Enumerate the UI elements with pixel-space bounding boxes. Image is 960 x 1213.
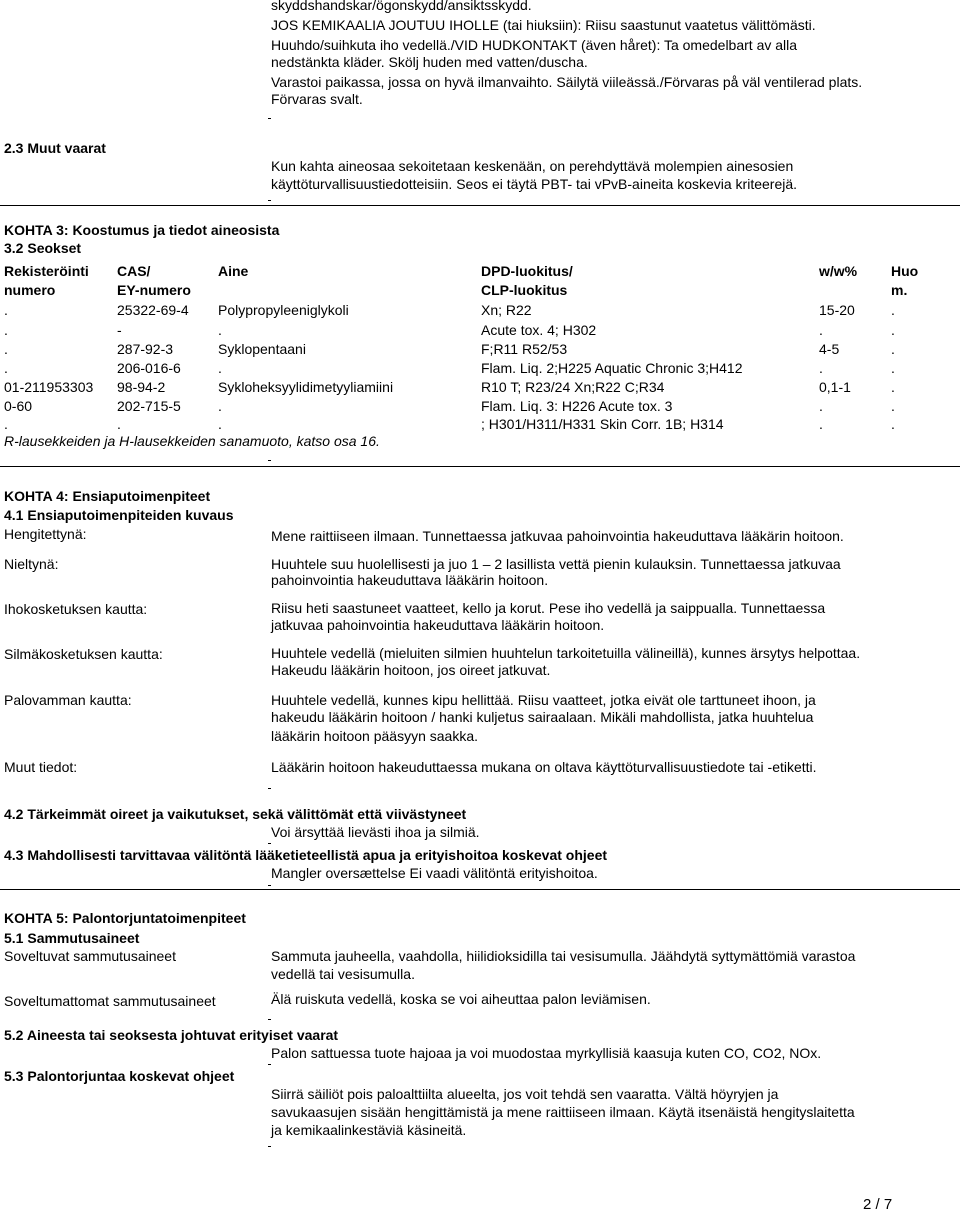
table-cell-reg: 01-211953303: [4, 379, 94, 395]
separator-tick: [268, 118, 271, 119]
table-cell-reg: .: [4, 416, 8, 432]
top-line-3: Huuhdo/suihkuta iho vedellä./VID HUDKONTAKT (även håret): Ta omedelbart av alla: [271, 37, 798, 53]
section-3-title: KOHTA 3: Koostumus ja tiedot aineosista: [4, 222, 280, 238]
table-cell-cas: 202-715-5: [117, 398, 181, 414]
table-cell-cas: -: [117, 322, 122, 338]
section-5-2-heading: 5.2 Aineesta tai seoksesta johtuvat erityiset vaarat: [4, 1027, 339, 1043]
table-cell-dpd: Xn; R22: [481, 302, 532, 318]
table-cell-huo: .: [891, 360, 895, 376]
table-cell-dpd: Flam. Liq. 3: H226 Acute tox. 3: [481, 398, 673, 414]
col-header-aine: Aine: [218, 263, 249, 279]
col-header-huo-2: m.: [891, 282, 908, 298]
first-aid-text: pahoinvointia hakeuduttava lääkärin hoitoon.: [271, 572, 549, 588]
first-aid-text: lääkärin hoitoon pääsyyn saakka.: [271, 728, 479, 744]
table-cell-ww: 0,1-1: [819, 379, 851, 395]
table-cell-dpd: ; H301/H311/H331 Skin Corr. 1B; H314: [481, 416, 724, 432]
first-aid-text: Mene raittiiseen ilmaan. Tunnettaessa jatkuvaa pahoinvointia hakeuduttava lääkärin hoitoon.: [271, 528, 844, 544]
col-header-ww: w/w%: [819, 263, 858, 279]
table-cell-reg: 0-60: [4, 398, 33, 414]
suitable-media-text: Sammuta jauheella, vaahdolla, hiilidioksidilla tai vesisumulla. Jäähdytä syttymättömiä varastoa: [271, 948, 856, 964]
first-aid-text: Huuhtele vedellä, kunnes kipu hellittää. Riisu vaatteet, jotka eivät ole tarttuneet ihoon, ja: [271, 692, 816, 708]
first-aid-label: Nieltynä:: [4, 556, 59, 572]
section-5-1-subtitle: 5.1 Sammutusaineet: [4, 930, 140, 946]
table-cell-ww: .: [819, 322, 823, 338]
first-aid-label: Muut tiedot:: [4, 759, 78, 775]
section-5-title: KOHTA 5: Palontorjuntatoimenpiteet: [4, 910, 246, 926]
table-cell-ww: .: [819, 398, 823, 414]
separator-tick: [268, 1146, 271, 1147]
first-aid-text: Hakeudu lääkärin hoitoon, jos oireet jatkuvat.: [271, 662, 551, 678]
separator-tick: [268, 460, 271, 461]
first-aid-text: Lääkärin hoitoon hakeuduttaessa mukana on oltava käyttöturvallisuustiedote tai -etiketti.: [271, 759, 817, 775]
col-header-reg-1: Rekisteröinti: [4, 263, 89, 279]
table-cell-ww: .: [819, 360, 823, 376]
section-divider: [0, 466, 960, 467]
table-cell-cas: 206-016-6: [117, 360, 181, 376]
separator-tick: [268, 1064, 271, 1065]
table-cell-huo: .: [891, 322, 895, 338]
table-cell-ww: 15-20: [819, 302, 855, 318]
first-aid-label: Hengitettynä:: [4, 526, 87, 542]
table-cell-aine: Polypropyleeniglykoli: [218, 302, 349, 318]
first-aid-label: Ihokosketuksen kautta:: [4, 601, 148, 617]
unsuitable-media-text: Älä ruiskuta vedellä, koska se voi aiheuttaa palon leviämisen.: [271, 991, 651, 1007]
table-cell-dpd: Acute tox. 4; H302: [481, 322, 597, 338]
top-line-1: skyddshandskar/ögonskydd/ansiktsskydd.: [271, 0, 532, 13]
table-cell-dpd: Flam. Liq. 2;H225 Aquatic Chronic 3;H412: [481, 360, 743, 376]
table-cell-aine: .: [218, 416, 222, 432]
table-cell-huo: .: [891, 416, 895, 432]
table-cell-reg: .: [4, 322, 8, 338]
suitable-media-label: Soveltuvat sammutusaineet: [4, 948, 176, 964]
table-cell-cas: 25322-69-4: [117, 302, 189, 318]
col-header-reg-2: numero: [4, 282, 56, 298]
table-cell-huo: .: [891, 341, 895, 357]
section-5-3-text: Siirrä säiliöt pois paloalttiilta alueelta, jos voit tehdä sen vaaratta. Vältä höyryjen ja: [271, 1086, 779, 1102]
table-cell-aine: .: [218, 360, 222, 376]
table-cell-cas: 287-92-3: [117, 341, 174, 357]
first-aid-text: hakeudu lääkärin hoitoon / hanki kuljetus sairaalaan. Mikäli mahdollista, jatka huuhtelua: [271, 709, 814, 725]
section-4-2-heading: 4.2 Tärkeimmät oireet ja vaikutukset, sekä välittömät että viivästyneet: [4, 806, 467, 822]
section-3-2-subtitle: 3.2 Seokset: [4, 240, 82, 256]
separator-tick: [268, 200, 271, 201]
section-5-3-heading: 5.3 Palontorjuntaa koskevat ohjeet: [4, 1068, 235, 1084]
section-5-3-text: savukaasujen sisään hengittämistä ja mene raittiiseen ilmaan. Käytä itsenäistä hengityslaitetta: [271, 1104, 855, 1120]
section-2-3-line-1: Kun kahta aineosaa sekoitetaan keskenään, on perehdyttävä molempien ainesosien: [271, 158, 794, 174]
section-4-1-subtitle: 4.1 Ensiaputoimenpiteiden kuvaus: [4, 507, 234, 523]
top-line-4: nedstänkta kläder. Skölj huden med vatten/duscha.: [271, 54, 588, 70]
table-cell-ww: 4-5: [819, 341, 840, 357]
table-cell-huo: .: [891, 379, 895, 395]
section-4-2-text: Voi ärsyttää lievästi ihoa ja silmiä.: [271, 824, 480, 840]
table-cell-reg: .: [4, 302, 8, 318]
section-divider: [0, 889, 960, 890]
section-4-3-text: Mangler oversættelse Ei vaadi välitöntä erityishoitoa.: [271, 865, 598, 881]
section-5-2-text: Palon sattuessa tuote hajoaa ja voi muodostaa myrkyllisiä kaasuja kuten CO, CO2, NOx.: [271, 1045, 822, 1061]
section-5-3-text: ja kemikaalinkestäviä käsineitä.: [271, 1122, 467, 1138]
page-number: 2 / 7: [863, 1196, 893, 1213]
top-line-5: Varastoi paikassa, jossa on hyvä ilmanvaihto. Säilytä viileässä./Förvaras på väl ventilerad plats.: [271, 74, 863, 90]
separator-tick: [268, 843, 271, 844]
col-header-dpd-2: CLP-luokitus: [481, 282, 568, 298]
table-cell-aine: Sykloheksyylidimetyyliamiini: [218, 379, 394, 395]
separator-tick: [268, 788, 271, 789]
table-cell-cas: 98-94-2: [117, 379, 166, 395]
table-cell-reg: .: [4, 360, 8, 376]
unsuitable-media-label: Soveltumattomat sammutusaineet: [4, 993, 216, 1009]
table-cell-aine: .: [218, 398, 222, 414]
first-aid-text: jatkuvaa pahoinvointia hakeuduttava lääkärin hoitoon.: [271, 617, 605, 633]
table-cell-huo: .: [891, 302, 895, 318]
first-aid-label: Silmäkosketuksen kautta:: [4, 646, 163, 662]
col-header-cas-1: CAS/: [117, 263, 151, 279]
col-header-dpd-1: DPD-luokitus/: [481, 263, 573, 279]
section-4-3-heading: 4.3 Mahdollisesti tarvittavaa välitöntä lääketieteellistä apua ja erityishoitoa koskevat ohjeet: [4, 847, 608, 863]
suitable-media-text: vedellä tai vesisumulla.: [271, 966, 415, 982]
first-aid-label: Palovamman kautta:: [4, 692, 132, 708]
table-cell-huo: .: [891, 398, 895, 414]
table-cell-cas: .: [117, 416, 121, 432]
table-cell-reg: .: [4, 341, 8, 357]
top-line-6: Förvaras svalt.: [271, 91, 363, 107]
section-4-title: KOHTA 4: Ensiaputoimenpiteet: [4, 488, 211, 504]
separator-tick: [268, 885, 271, 886]
table-cell-dpd: R10 T; R23/24 Xn;R22 C;R34: [481, 379, 665, 395]
col-header-cas-2: EY-numero: [117, 282, 191, 298]
section-2-3-heading: 2.3 Muut vaarat: [4, 140, 106, 156]
first-aid-text: Huuhtele vedellä (mieluiten silmien huuhtelun tarkoitetuilla välineillä), kunnes ärsytys helpottaa.: [271, 645, 861, 661]
table-cell-ww: .: [819, 416, 823, 432]
col-header-huo-1: Huo: [891, 263, 919, 279]
first-aid-text: Riisu heti saastuneet vaatteet, kello ja korut. Pese iho vedellä ja saippualla. Tunnettaessa: [271, 600, 826, 616]
table-cell-aine: .: [218, 322, 222, 338]
section-divider: [0, 205, 960, 206]
section-2-3-line-2: käyttöturvallisuustiedotteisiin. Seos ei täytä PBT- tai vPvB-aineita koskevia kriteerejä.: [271, 176, 798, 192]
table-note: R-lausekkeiden ja H-lausekkeiden sanamuoto, katso osa 16.: [4, 433, 380, 449]
first-aid-text: Huuhtele suu huolellisesti ja juo 1 – 2 lasillista vettä pienin kulauksin. Tunnettaessa jatkuvaa: [271, 556, 841, 572]
separator-tick: [268, 1019, 271, 1020]
table-cell-aine: Syklopentaani: [218, 341, 306, 357]
table-cell-dpd: F;R11 R52/53: [481, 341, 568, 357]
top-line-2: JOS KEMIKAALIA JOUTUU IHOLLE (tai hiuksiin): Riisu saastunut vaatetus välittömästi.: [271, 17, 816, 33]
